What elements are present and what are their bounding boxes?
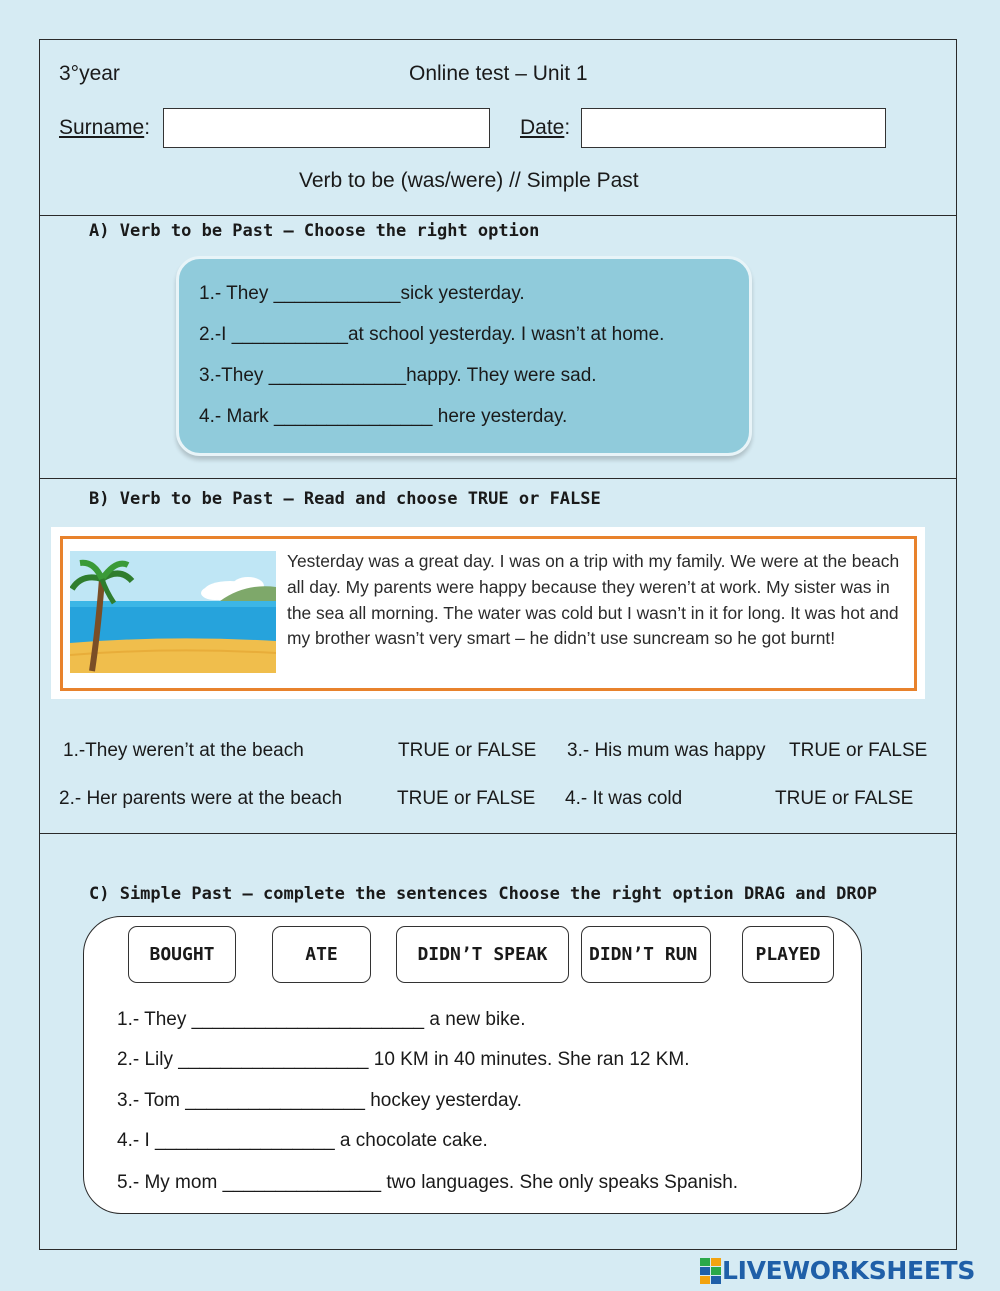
answer-blank[interactable]: _____________	[268, 365, 407, 386]
section-c-item: 4.- I _________________ a chocolate cake.	[117, 1130, 488, 1151]
true-false-choice[interactable]: TRUE or FALSE	[398, 740, 537, 761]
drop-target[interactable]: ______________________	[191, 1009, 425, 1030]
date-input[interactable]	[581, 108, 886, 148]
answer-blank[interactable]: _______________	[273, 406, 433, 427]
answer-blank[interactable]: ___________	[231, 324, 348, 345]
option-chip-didnt-speak[interactable]: DIDN’T SPEAK	[396, 926, 569, 983]
surname-label: Surname:	[59, 116, 151, 139]
section-c-item: 3.- Tom _________________ hockey yesterday.	[117, 1090, 522, 1111]
section-c-item: 1.- They ______________________ a new bike.	[117, 1009, 526, 1030]
section-a-title: A) Verb to be Past – Choose the right option	[89, 221, 540, 241]
section-a-item: 3.-They _____________happy. They were sad.	[199, 365, 597, 386]
divider	[39, 833, 957, 834]
option-chip-played[interactable]: PLAYED	[742, 926, 834, 983]
surname-input[interactable]	[163, 108, 490, 148]
statement-text: 2.- Her parents were at the beach	[59, 788, 343, 809]
section-c-item: 2.- Lily __________________ 10 KM in 40 minutes. She ran 12 KM.	[117, 1049, 690, 1070]
liveworksheets-logo-text: LIVEWORKSHEETS	[722, 1256, 976, 1285]
divider	[39, 215, 957, 216]
drop-target[interactable]: _________________	[185, 1090, 365, 1111]
statement-text: 1.-They weren’t at the beach	[63, 740, 304, 761]
option-chip-bought[interactable]: BOUGHT	[128, 926, 236, 983]
true-false-choice[interactable]: TRUE or FALSE	[397, 788, 536, 809]
option-chip-ate[interactable]: ATE	[272, 926, 371, 983]
drop-target[interactable]: __________________	[178, 1049, 369, 1070]
year-label: 3°year	[59, 62, 120, 85]
date-label: Date:	[520, 116, 571, 139]
section-a-item: 4.- Mark _______________ here yesterday.	[199, 406, 568, 427]
section-c-title: C) Simple Past – complete the sentences Choose the right option DRAG and DROP	[89, 884, 878, 904]
true-false-choice[interactable]: TRUE or FALSE	[789, 740, 928, 761]
drop-target[interactable]: _______________	[222, 1172, 382, 1193]
statement-text: 3.- His mum was happy	[567, 740, 766, 761]
section-c-item: 5.- My mom _______________ two languages. She only speaks Spanish.	[117, 1172, 739, 1193]
liveworksheets-logo	[700, 1256, 975, 1285]
page-title: Online test – Unit 1	[409, 62, 588, 85]
answer-blank[interactable]: ____________	[273, 283, 401, 304]
true-false-choice[interactable]: TRUE or FALSE	[775, 788, 914, 809]
section-a-item: 2.-I ___________at school yesterday. I wasn’t at home.	[199, 324, 665, 345]
section-a-item: 1.- They ____________sick yesterday.	[199, 283, 525, 304]
liveworksheets-logo-icon	[700, 1258, 722, 1284]
option-chip-didnt-run[interactable]: DIDN’T RUN	[581, 926, 711, 983]
section-b-title: B) Verb to be Past – Read and choose TRUE or FALSE	[89, 489, 601, 509]
drop-target[interactable]: _________________	[155, 1130, 335, 1151]
beach-palm-image	[70, 551, 276, 673]
statement-text: 4.- It was cold	[565, 788, 683, 809]
reading-text: Yesterday was a great day. I was on a trip with my family. We were at the beach all day. My parents were happy because they weren’t at work. My sister was in the sea all morning. The water was cold but I wasn’t in it for long. It was hot and my brother wasn’t very smart – he didn’t use suncream so he got burnt!	[287, 551, 900, 649]
page-subtitle: Verb to be (was/were) // Simple Past	[299, 169, 639, 192]
divider	[39, 478, 957, 479]
